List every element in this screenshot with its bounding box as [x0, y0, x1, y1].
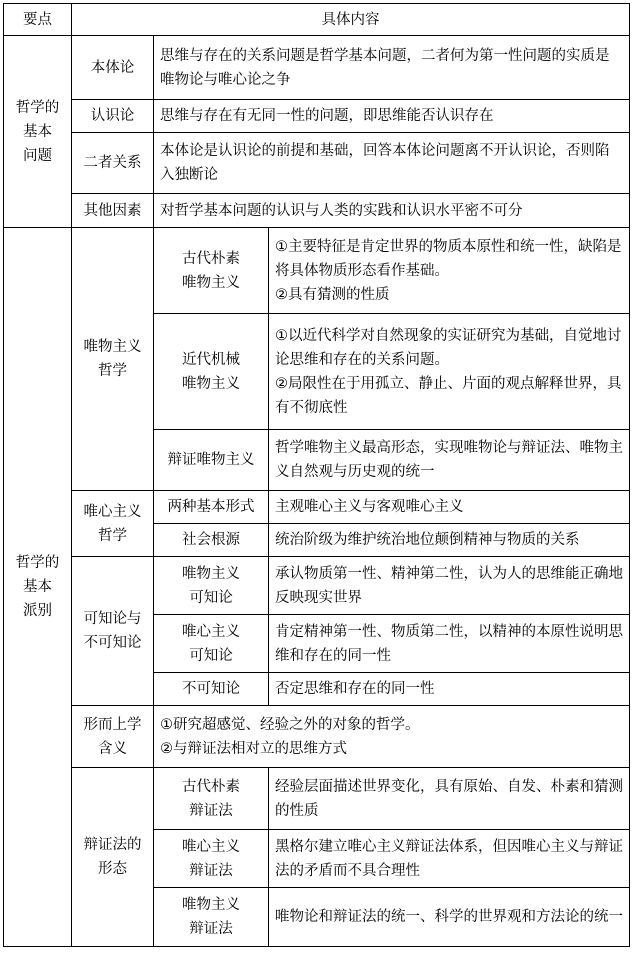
row-text: 承认物质第一性、精神第二性，认为人的思维能正确地反映现实世界 — [269, 557, 630, 615]
row-key: 二者关系 — [72, 133, 154, 194]
row-key: 唯物主义 可知论 — [154, 557, 269, 615]
row-key: 社会根源 — [154, 524, 269, 557]
row-key: 认识论 — [72, 100, 154, 133]
row-text: 哲学唯物主义最高形态，实现唯物论与辩证法、唯物主义自然观与历史观的统一 — [269, 430, 630, 491]
group-idealism-label: 唯心主义 哲学 — [72, 491, 154, 557]
row-text: 对哲学基本问题的认识与人类的实践和认识水平密不可分 — [154, 194, 630, 228]
row-text: 主观唯心主义与客观唯心主义 — [269, 491, 630, 524]
header-content: 具体内容 — [72, 4, 630, 36]
row-key: 唯心主义 辩证法 — [154, 830, 269, 888]
row-key: 其他因素 — [72, 194, 154, 228]
group-materialism-label: 唯物主义 哲学 — [72, 228, 154, 491]
row-key: 古代朴素 唯物主义 — [154, 228, 269, 314]
table-row — [4, 228, 630, 314]
section-basic-issue-label: 哲学的 基本 问题 — [4, 36, 72, 228]
row-text: 肯定精神第一性、物质第二性，以精神的本原性说明思维和存在的同一性 — [269, 615, 630, 673]
row-key: 两种基本形式 — [154, 491, 269, 524]
header-key-points: 要点 — [4, 4, 72, 36]
table-row — [4, 194, 630, 228]
row-text: 本体论是认识论的前提和基础，回答本体论问题离不开认识论，否则陷入独断论 — [154, 133, 630, 194]
row-key: 本体论 — [72, 36, 154, 100]
row-text: 唯物论和辩证法的统一、科学的世界观和方法论的统一 — [269, 888, 630, 947]
row-text: 否定思维和存在的同一性 — [269, 673, 630, 706]
row-text: ①主要特征是肯定世界的物质本原性和统一性，缺陷是将具体物质形态看作基础。 ②具有猜测的性质 — [269, 228, 630, 314]
row-text: 黑格尔建立唯心主义辩证法体系，但因唯心主义与辩证法的矛盾而不具合理性 — [269, 830, 630, 888]
table-row — [4, 100, 630, 133]
table-row — [4, 491, 630, 524]
row-key: 唯物主义 辩证法 — [154, 888, 269, 947]
header-row — [4, 4, 630, 36]
row-text: 经验层面描述世界变化，具有原始、自发、朴素和猜测的性质 — [269, 768, 630, 830]
row-text: 思维与存在有无同一性的问题，即思维能否认识存在 — [154, 100, 630, 133]
row-key: 辩证唯物主义 — [154, 430, 269, 491]
table-row — [4, 133, 630, 194]
group-metaphysics-label: 形而上学 含义 — [72, 706, 154, 768]
section-schools-label: 哲学的 基本 派别 — [4, 228, 72, 947]
table-row — [4, 768, 630, 830]
row-text: 思维与存在的关系问题是哲学基本问题，二者何为第一性问题的实质是唯物论与唯心论之争 — [154, 36, 630, 100]
row-text: ①研究超感觉、经验之外的对象的哲学。 ②与辩证法相对立的思维方式 — [154, 706, 630, 768]
row-key: 不可知论 — [154, 673, 269, 706]
row-text: 统治阶级为维护统治地位颠倒精神与物质的关系 — [269, 524, 630, 557]
philosophy-summary-table — [3, 3, 630, 947]
group-knowability-label: 可知论与 不可知论 — [72, 557, 154, 706]
table-row — [4, 706, 630, 768]
row-key: 唯心主义 可知论 — [154, 615, 269, 673]
row-text: ①以近代科学对自然现象的实证研究为基础，自觉地讨论思维和存在的关系问题。 ②局限性在于用孤立、静止、片面的观点解释世界，具有不彻底性 — [269, 314, 630, 430]
row-key: 近代机械 唯物主义 — [154, 314, 269, 430]
table-row — [4, 36, 630, 100]
row-key: 古代朴素 辩证法 — [154, 768, 269, 830]
table-row — [4, 557, 630, 615]
group-dialectics-label: 辩证法的 形态 — [72, 768, 154, 947]
